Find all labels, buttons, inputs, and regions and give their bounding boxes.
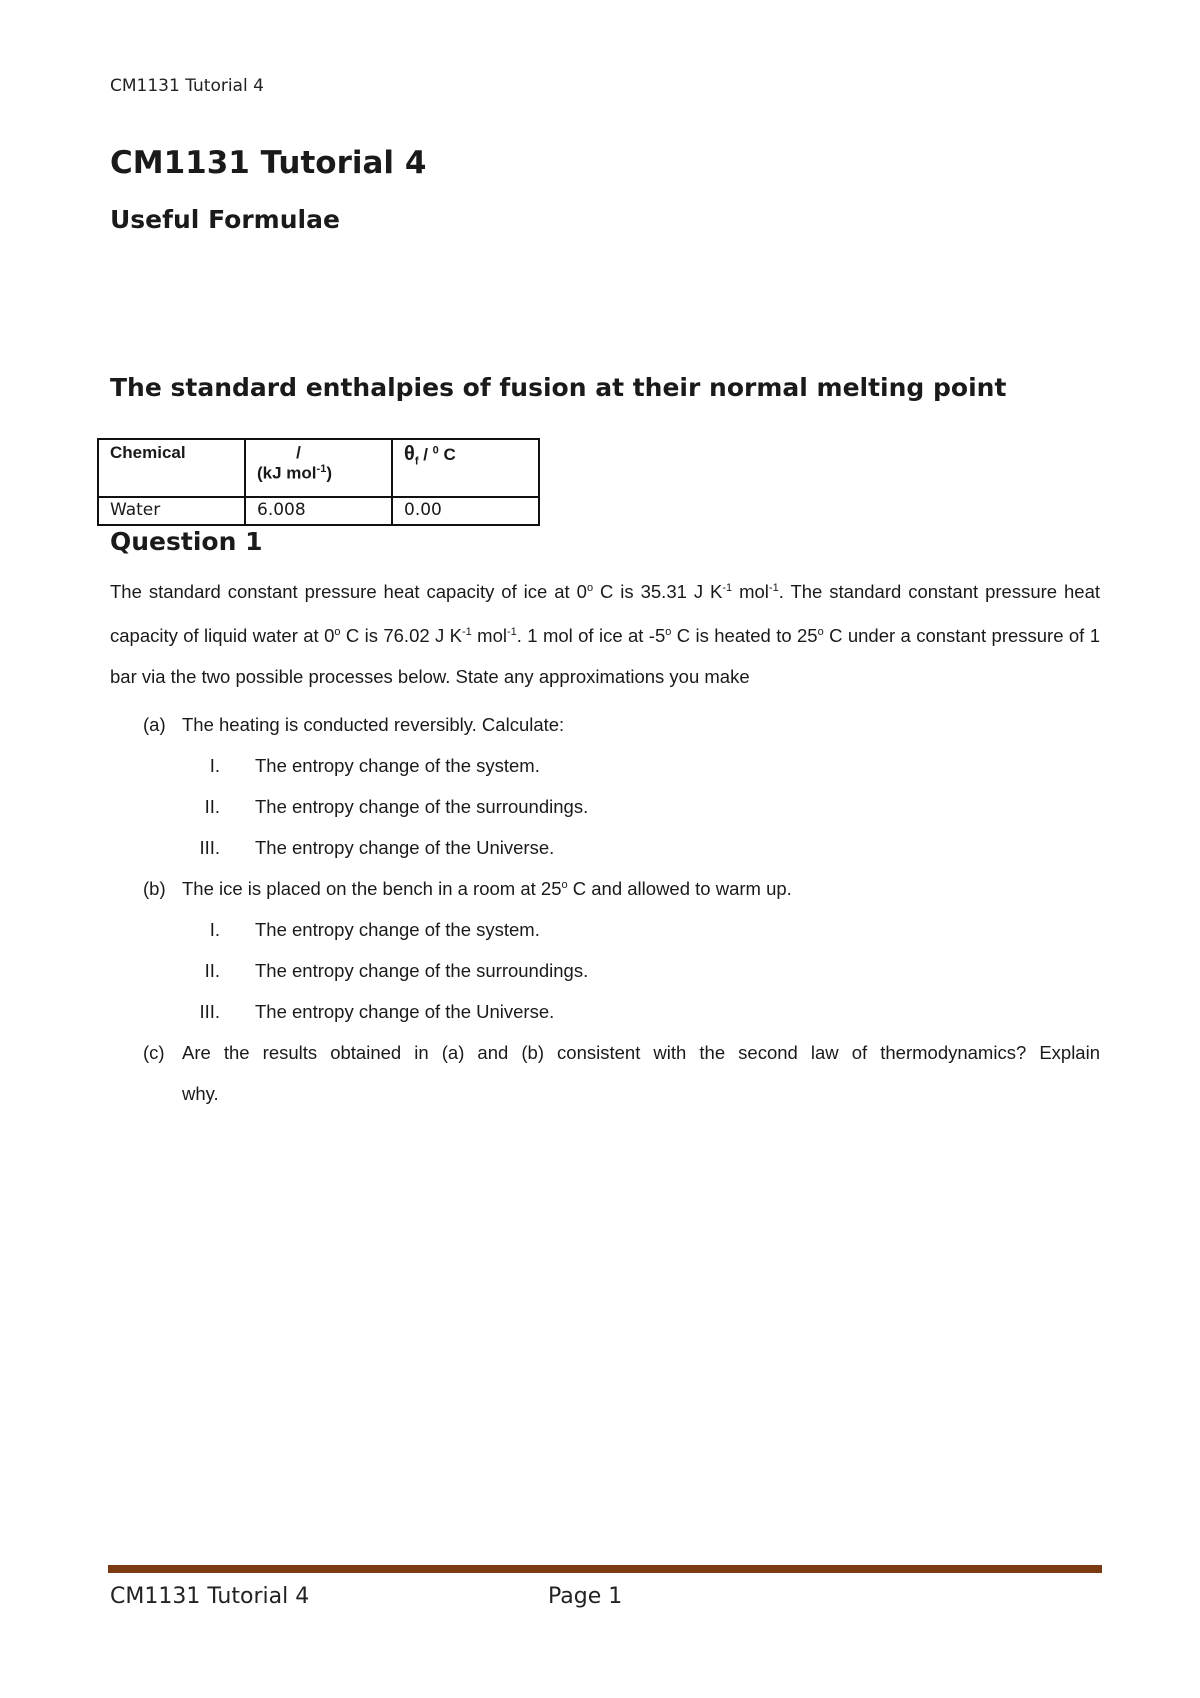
- table-row: [98, 497, 539, 525]
- header-chemical: Chemical: [98, 439, 245, 497]
- cell-temperature: 0.00: [392, 497, 539, 525]
- part-b-sub2-text: The entropy change of the surroundings.: [255, 960, 589, 981]
- part-b-sub1-text: The entropy change of the system.: [255, 919, 540, 940]
- footer-page-number: Page 1: [548, 1584, 623, 1609]
- running-header: CM1131 Tutorial 4: [110, 76, 264, 96]
- part-a-sub1-num: I.: [209, 755, 220, 776]
- part-c-line2: why.: [182, 1083, 219, 1104]
- table-header-row: [98, 439, 539, 497]
- header-enthalpy-unit: (kJ mol$^{-1}$): [257, 463, 332, 483]
- part-b-label: (b): [143, 878, 166, 899]
- part-b-text: The ice is placed on the bench in a room at 25$^o$ C and allowed to warm up.: [182, 878, 792, 899]
- footer-rule: [108, 1565, 1102, 1573]
- cell-enthalpy: 6.008: [245, 497, 392, 525]
- cell-chemical: Water: [98, 497, 245, 525]
- part-a-sub3-num: III.: [199, 837, 220, 858]
- part-b-sub2-num: II.: [204, 960, 220, 981]
- part-b-sub1-num: I.: [209, 919, 220, 940]
- document-subtitle: Useful Formulae: [110, 205, 340, 234]
- document-title: CM1131 Tutorial 4: [110, 145, 427, 181]
- part-a-sub3-text: The entropy change of the Universe.: [255, 837, 555, 858]
- part-a-sub2-num: II.: [204, 796, 220, 817]
- part-a-label: (a): [143, 714, 166, 735]
- question-intro: The standard constant pressure heat capacity of ice at 0$^o$ C is 35.31 J $K^{-1}$ mol$^{-1}$. The standard constant pressure heat capacity of liquid water at 0$^o$ C is 76.02 J $K^{-1}$ mol$^{-1}$. 1 mol of ice at -5$^o$ C is heated to 25$^o$ C under a constant pressure of 1 bar via the two possible processes below. State any approximations you make: [110, 581, 1101, 688]
- part-c-label: (c): [143, 1042, 165, 1063]
- question-title: Question 1: [110, 527, 263, 556]
- header-enthalpy-symbol: /: [296, 443, 301, 462]
- part-b-sub3-num: III.: [199, 1001, 220, 1022]
- part-b-sub3-text: The entropy change of the Universe.: [255, 1001, 555, 1022]
- header-melting-temperature: $\theta_f / ^0$ C: [392, 439, 539, 497]
- part-a-text: The heating is conducted reversibly. Calculate:: [182, 714, 565, 735]
- fusion-table: [97, 438, 540, 526]
- part-c-line1: Are the results obtained in (a) and (b) consistent with the second law of thermodynamics? Explain: [182, 1042, 1100, 1063]
- part-a-sub1-text: The entropy change of the system.: [255, 755, 540, 776]
- part-a-sub2-text: The entropy change of the surroundings.: [255, 796, 589, 817]
- header-enthalpy: [245, 439, 392, 497]
- footer-title: CM1131 Tutorial 4: [110, 1584, 310, 1609]
- section-title: The standard enthalpies of fusion at their normal melting point: [110, 373, 1007, 402]
